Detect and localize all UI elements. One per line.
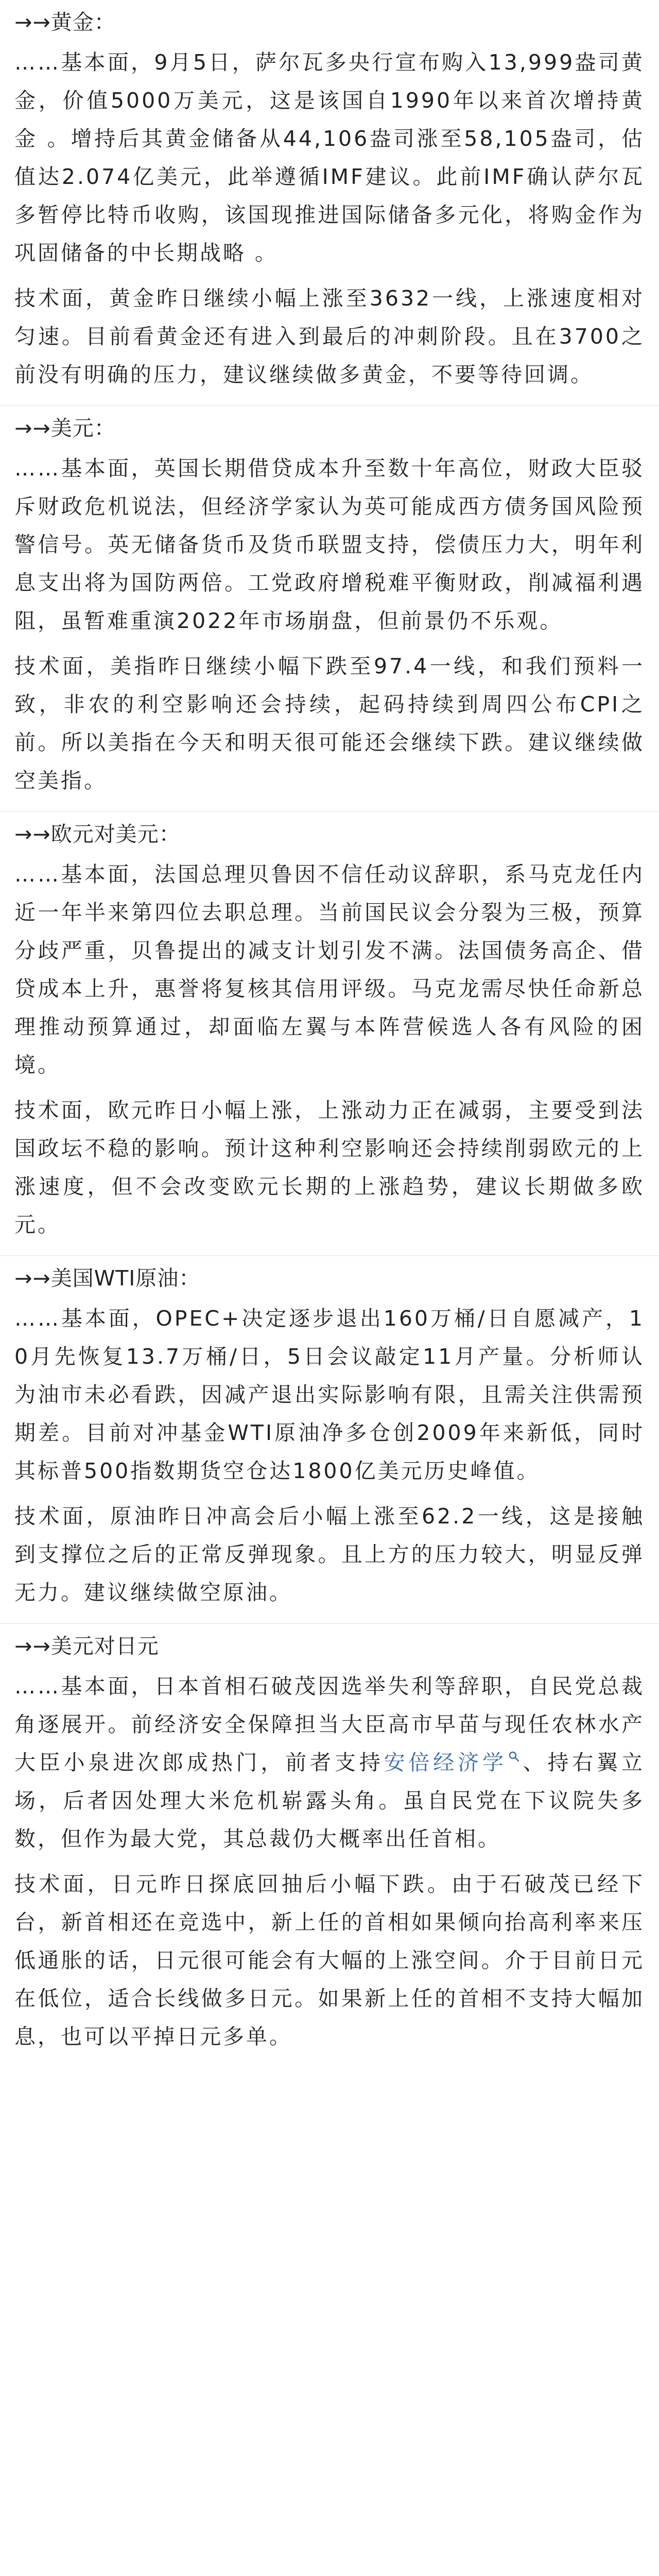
section-wti-oil: [0, 1255, 659, 1623]
section-heading: →→美元：: [14, 416, 116, 440]
section-heading: →→欧元对美元：: [14, 822, 181, 846]
fundamental-paragraph: ……基本面，OPEC+决定逐步退出160万桶/日自愿减产，10月先恢复13.7万桶/日，5日会议敲定11月产量。分析师认为油市未必看跌，因减产退出实际影响有限，且需关注供需预期差。目前对冲基金WTI原油净多仓创2009年来新低，同时其标普500指数期货空仓达1800亿美元历史峰值。: [14, 1306, 645, 1483]
fundamental-paragraph: ……基本面，法国总理贝鲁因不信任动议辞职，系马克龙任内近一年半来第四位去职总理。当前国民议会分裂为三极，预算分歧严重，贝鲁提出的减支计划引发不满。法国债务高企、借贷成本上升，惠誉将复核其信用评级。马克龙需尽快任命新总理推动预算通过，却面临左翼与本阵营候选人各有风险的困境。: [14, 862, 645, 1077]
technical-paragraph: 技术面，黄金昨日继续小幅上涨至3632一线，上涨速度相对匀速。目前看黄金还有进入到最后的冲刺阶段。且在3700之前没有明确的压力，建议继续做多黄金，不要等待回调。: [14, 286, 645, 387]
technical-paragraph: 技术面，原油昨日冲高会后小幅上涨至62.2一线，这是接触到支撑位之后的正常反弹现象。且上方的压力较大，明显反弹无力。建议继续做空原油。: [14, 1504, 645, 1605]
technical-paragraph: 技术面，日元昨日探底回抽后小幅下跌。由于石破茂已经下台，新首相还在竞选中，新上任的首相如果倾向抬高利率来压低通胀的话，日元很可能会有大幅的上涨空间。介于目前日元在低位，适合长线做多日元。如果新上任的首相不支持大幅加息，也可以平掉日元多单。: [14, 1872, 645, 2049]
fundamental-paragraph: ……基本面，9月5日，萨尔瓦多央行宣布购入13,999盎司黄金，价值5000万美元，这是该国自1990年以来首次增持黄金 。增持后其黄金储备从44,106盎司涨至58,105盎司，估值达2.074亿美元，此举遵循IMF建议。此前IMF确认萨尔瓦多暂停比特币收购，该国现推进国际储备多元化，将购金作为巩固储备的中长期战略 。: [14, 50, 645, 265]
section-usdjpy: [0, 1623, 659, 2067]
paragraph-text: ……基本面，日本首相石破茂因选举失利等辞职，自民党总裁角逐展开。前经济安全保障担当大臣高市早苗与现任农林水产大臣小泉进次郎成热门，前者支持: [14, 1674, 645, 1775]
search-icon[interactable]: [508, 1751, 519, 1762]
section-gold: [0, 0, 659, 405]
technical-paragraph: 技术面，欧元昨日小幅上涨，上涨动力正在减弱，主要受到法国政坛不稳的影响。预计这种利空影响还会持续削弱欧元的上涨速度，但不会改变欧元长期的上涨趋势，建议长期做多欧元。: [14, 1098, 645, 1237]
section-heading: →→美国WTI原油：: [14, 1266, 201, 1291]
technical-paragraph: 技术面，美指昨日继续小幅下跌至97.4一线，和我们预料一致，非农的利空影响还会持续，起码持续到周四公布CPI之前。所以美指在今天和明天很可能还会继续下跌。建议继续做空美指。: [14, 654, 645, 793]
paragraph-text: 、持右翼立场，后者因处理大米危机崭露头角。虽自民党在下议院失多数，但作为最大党，其总裁仍大概率出任首相。: [14, 1750, 645, 1851]
fundamental-paragraph: [14, 1667, 645, 1858]
fundamental-paragraph: ……基本面，英国长期借贷成本升至数十年高位，财政大臣驳斥财政危机说法，但经济学家认为英可能成西方债务国风险预警信号。英无储备货币及货币联盟支持，偿债压力大，明年利息支出将为国防两倍。工党政府增税难平衡财政，削减福利遇阻，虽暂难重演2022年市场崩盘，但前景仍不乐观。: [14, 456, 645, 633]
section-eurusd: [0, 811, 659, 1255]
abenomics-link[interactable]: 安倍经济学: [384, 1750, 507, 1775]
section-heading: →→美元对日元: [14, 1634, 159, 1658]
section-usd: [0, 405, 659, 811]
section-heading: →→黄金：: [14, 10, 116, 35]
